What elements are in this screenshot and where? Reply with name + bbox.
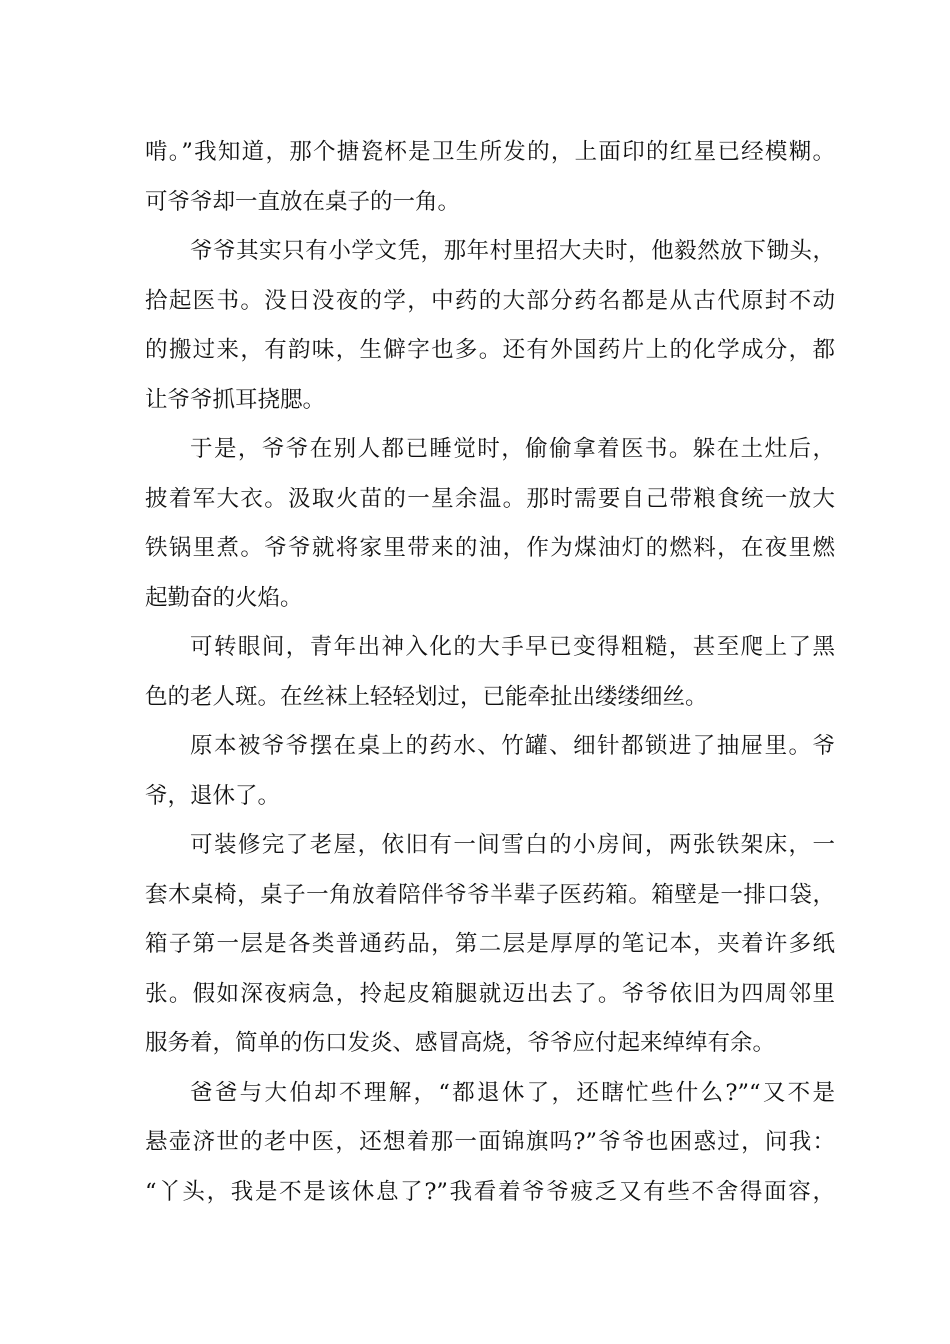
text-line: 让爷爷抓耳挠腮。 [145, 386, 326, 413]
text-line: 爷爷其实只有小学文凭，那年村里招大夫时，他毅然放下锄头， [190, 238, 835, 264]
text-line: 爷，退休了。 [145, 782, 281, 809]
text-line: 的搬过来，有韵味，生僻字也多。还有外国药片上的化学成分，都 [145, 337, 835, 363]
text-line: 起勤奋的火焰。 [145, 584, 303, 611]
text-line: 原本被爷爷摆在桌上的药水、竹罐、细针都锁进了抽屉里。爷 [190, 733, 835, 759]
body-text [145, 128, 835, 1217]
text-line: 爸爸与大伯却不理解，“都退休了，还瞎忙些什么?”“又不是 [190, 1079, 835, 1106]
text-line: 服务着，简单的伤口发炎、感冒高烧，爷爷应付起来绰绰有余。 [145, 1030, 776, 1056]
text-line: 啃。”我知道，那个搪瓷杯是卫生所发的，上面印的红星已经模糊。 [145, 139, 835, 165]
text-line: 可转眼间，青年出神入化的大手早已变得粗糙，甚至爬上了黑 [190, 634, 835, 660]
text-line: 张。假如深夜病急，拎起皮箱腿就迈出去了。爷爷依旧为四周邻里 [145, 980, 835, 1007]
text-line: 披着军大衣。汲取火苗的一星余温。那时需要自己带粮食统一放大 [145, 485, 835, 512]
text-line: 铁锅里煮。爷爷就将家里带来的油，作为煤油灯的燃料，在夜里燃 [145, 535, 835, 561]
text-line: “丫头，我是不是该休息了?”我看着爷爷疲乏又有些不舍得面容， [145, 1178, 835, 1205]
text-line: 拾起医书。没日没夜的学，中药的大部分药名都是从古代原封不动 [145, 287, 835, 314]
text-line: 色的老人斑。在丝袜上轻轻划过，已能牵扯出缕缕细丝。 [145, 683, 708, 710]
text-line: 于是，爷爷在别人都已睡觉时，偷偷拿着医书。躲在土灶后， [190, 436, 835, 462]
text-line: 箱子第一层是各类普通药品，第二层是厚厚的笔记本，夹着许多纸 [145, 931, 835, 957]
text-line: 套木桌椅，桌子一角放着陪伴爷爷半辈子医药箱。箱壁是一排口袋， [145, 881, 835, 908]
text-line: 可爷爷却一直放在桌子的一角。 [145, 188, 461, 215]
text-line: 可装修完了老屋，依旧有一间雪白的小房间，两张铁架床，一 [190, 832, 835, 858]
text-line: 悬壶济世的老中医，还想着那一面锦旗吗?”爷爷也困惑过，问我： [145, 1129, 835, 1155]
